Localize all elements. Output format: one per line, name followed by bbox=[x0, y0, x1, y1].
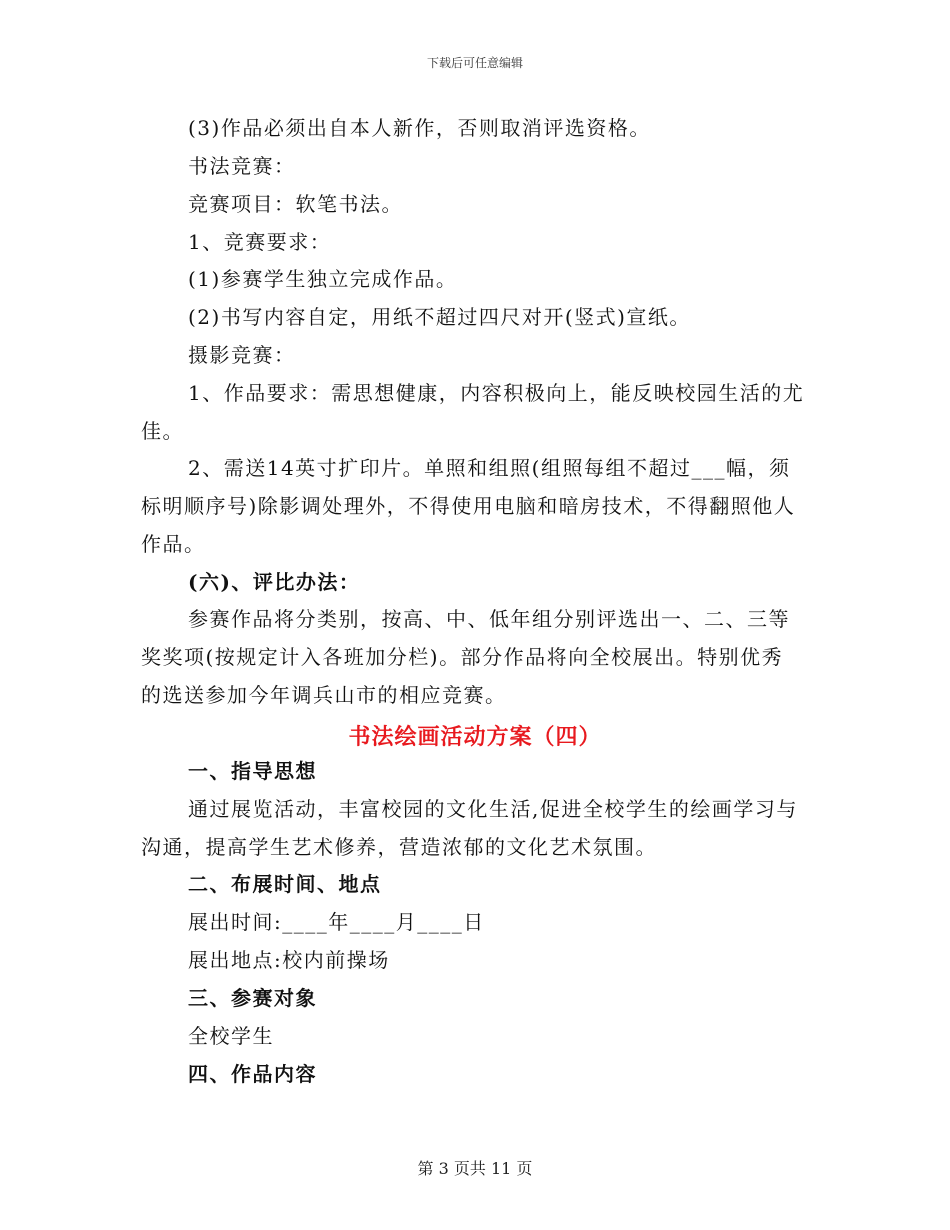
page-header: 下载后可任意编辑 bbox=[426, 56, 523, 70]
section-heading: 二、布展时间、地点 bbox=[188, 872, 382, 896]
paragraph-line: 通过展览活动，丰富校园的文化生活,促进全校学生的绘画学习与 bbox=[188, 797, 798, 821]
paragraph-line: 佳。 bbox=[141, 419, 184, 443]
section-heading: 一、指导思想 bbox=[188, 759, 317, 783]
section-heading: 四、作品内容 bbox=[188, 1062, 317, 1086]
paragraph-line: 2、需送14英寸扩印片。单照和组照(组照每组不超过___幅，须 bbox=[188, 456, 791, 480]
paragraph-line: 1、竞赛要求： bbox=[188, 230, 332, 254]
paragraph-line: (1)参赛学生独立完成作品。 bbox=[188, 267, 458, 291]
paragraph-line: 展出地点:校内前操场 bbox=[188, 948, 390, 972]
section-heading: 三、参赛对象 bbox=[188, 986, 317, 1010]
page-footer: 第 3 页共 11 页 bbox=[417, 1159, 533, 1178]
paragraph-line: 展出时间:____年____月____日 bbox=[188, 910, 485, 934]
paragraph-line: (3)作品必须出自本人新作，否则取消评选资格。 bbox=[188, 116, 651, 140]
section-label-calligraphy: 书法竞赛： bbox=[188, 154, 296, 178]
paragraph-line: 竞赛项目：软笔书法。 bbox=[188, 192, 403, 216]
document-title: 书法绘画活动方案（四） bbox=[348, 724, 602, 750]
section-label-photography: 摄影竞赛： bbox=[188, 343, 296, 367]
paragraph-line: 标明顺序号)除影调处理外，不得使用电脑和暗房技术，不得翻照他人 bbox=[141, 494, 796, 518]
paragraph-line: 奖奖项(按规定计入各班加分栏)。部分作品将向全校展出。特别优秀 bbox=[141, 645, 784, 669]
paragraph-line: 的选送参加今年调兵山市的相应竞赛。 bbox=[141, 683, 507, 707]
paragraph-line: 全校学生 bbox=[188, 1024, 274, 1048]
paragraph-line: 作品。 bbox=[141, 532, 206, 556]
paragraph-line: (2)书写内容自定，用纸不超过四尺对开(竖式)宣纸。 bbox=[188, 305, 691, 329]
section-heading: (六)、评比办法： bbox=[188, 570, 361, 594]
paragraph-line: 沟通，提高学生艺术修养，营造浓郁的文化艺术氛围。 bbox=[141, 835, 657, 859]
paragraph-line: 参赛作品将分类别，按高、中、低年组分别评选出一、二、三等 bbox=[188, 607, 790, 631]
paragraph-line: 1、作品要求：需思想健康，内容积极向上，能反映校园生活的尤 bbox=[188, 381, 805, 405]
